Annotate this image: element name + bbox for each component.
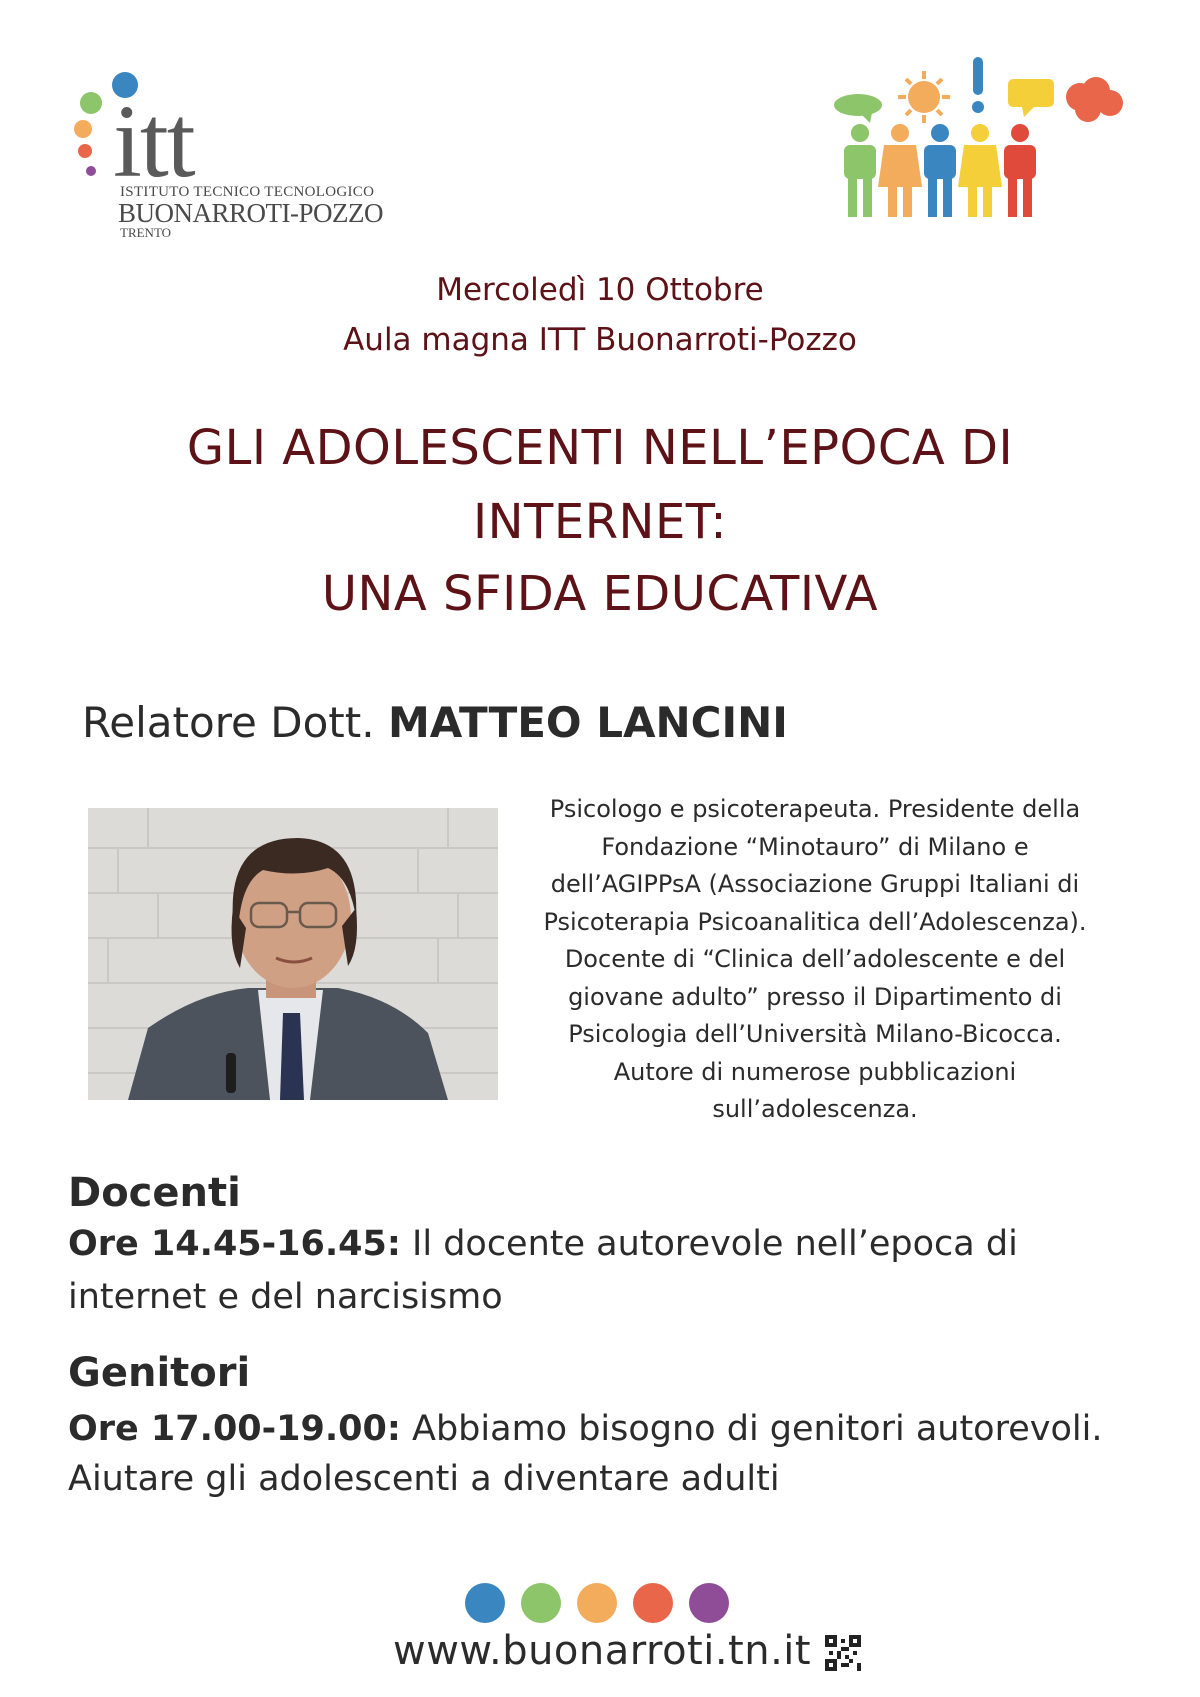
bio-line: Autore di numerose pubblicazioni xyxy=(613,1057,1017,1086)
school-logo xyxy=(70,62,390,242)
speaker-prefix: Relatore Dott. xyxy=(82,698,375,747)
bio-line: Psicoterapia Psicoanalitica dell’Adolescenza). xyxy=(543,907,1087,936)
bio-line: Docente di “Clinica dell’adolescente e del xyxy=(564,945,1066,973)
bio-line: Psicologo e psicoterapeuta. Presidente della xyxy=(549,795,1081,823)
logo-line-2: BUONARROTI-POZZO xyxy=(118,198,383,228)
docenti-heading: Docenti xyxy=(68,1170,241,1216)
title-line-3: UNA SFIDA EDUCATIVA xyxy=(321,566,879,622)
bio-line: giovane adulto” presso il Dipartimento di xyxy=(568,982,1062,1011)
footer-dots xyxy=(465,1583,765,1623)
logo-line-3: TRENTO xyxy=(120,225,172,240)
qr-code-icon xyxy=(825,1635,861,1671)
genitori-topic-1: Abbiamo bisogno di genitori autorevoli. xyxy=(400,1409,1103,1449)
bio-line: Fondazione “Minotauro” di Milano e xyxy=(601,832,1029,861)
website-link[interactable]: www.buonarroti.tn.it xyxy=(393,1628,812,1674)
title-line-2: INTERNET: xyxy=(472,494,727,550)
speaker-bio xyxy=(515,791,1115,1129)
footer-dot xyxy=(689,1583,729,1623)
people-speech-bubbles-illustration xyxy=(830,55,1130,230)
footer-dot xyxy=(465,1583,505,1623)
footer-dot xyxy=(633,1583,673,1623)
bio-line: dell’AGIPPsA (Associazione Gruppi Italiani di xyxy=(550,870,1080,898)
speaker-name: MATTEO LANCINI xyxy=(387,698,788,747)
docenti-topic-2: internet e del narcisismo xyxy=(68,1277,503,1317)
genitori-topic-2: Aiutare gli adolescenti a diventare adulti xyxy=(68,1459,780,1499)
event-place: Aula magna ITT Buonarroti-Pozzo xyxy=(343,322,857,358)
genitori-heading: Genitori xyxy=(68,1350,251,1396)
logo-line-1: ISTITUTO TECNICO TECNOLOGICO xyxy=(120,184,375,200)
bio-line: Psicologia dell’Università Milano-Bicocca. xyxy=(568,1020,1062,1048)
logo-mark: itt xyxy=(113,84,194,199)
footer-dot xyxy=(577,1583,617,1623)
title-line-1: GLI ADOLESCENTI NELL’EPOCA DI xyxy=(186,420,1014,476)
speaker-photo xyxy=(88,808,498,1100)
docenti-topic-1: Il docente autorevole nell’epoca di xyxy=(400,1224,1018,1264)
event-date: Mercoledì 10 Ottobre xyxy=(436,272,764,308)
speaker-line xyxy=(82,698,788,747)
genitori-session xyxy=(68,1404,1148,1504)
bio-line: sull’adolescenza. xyxy=(712,1095,918,1123)
footer-dot xyxy=(521,1583,561,1623)
genitori-time: Ore 17.00-19.00: xyxy=(68,1409,401,1449)
docenti-time: Ore 14.45-16.45: xyxy=(68,1224,401,1264)
docenti-session xyxy=(68,1218,1148,1324)
